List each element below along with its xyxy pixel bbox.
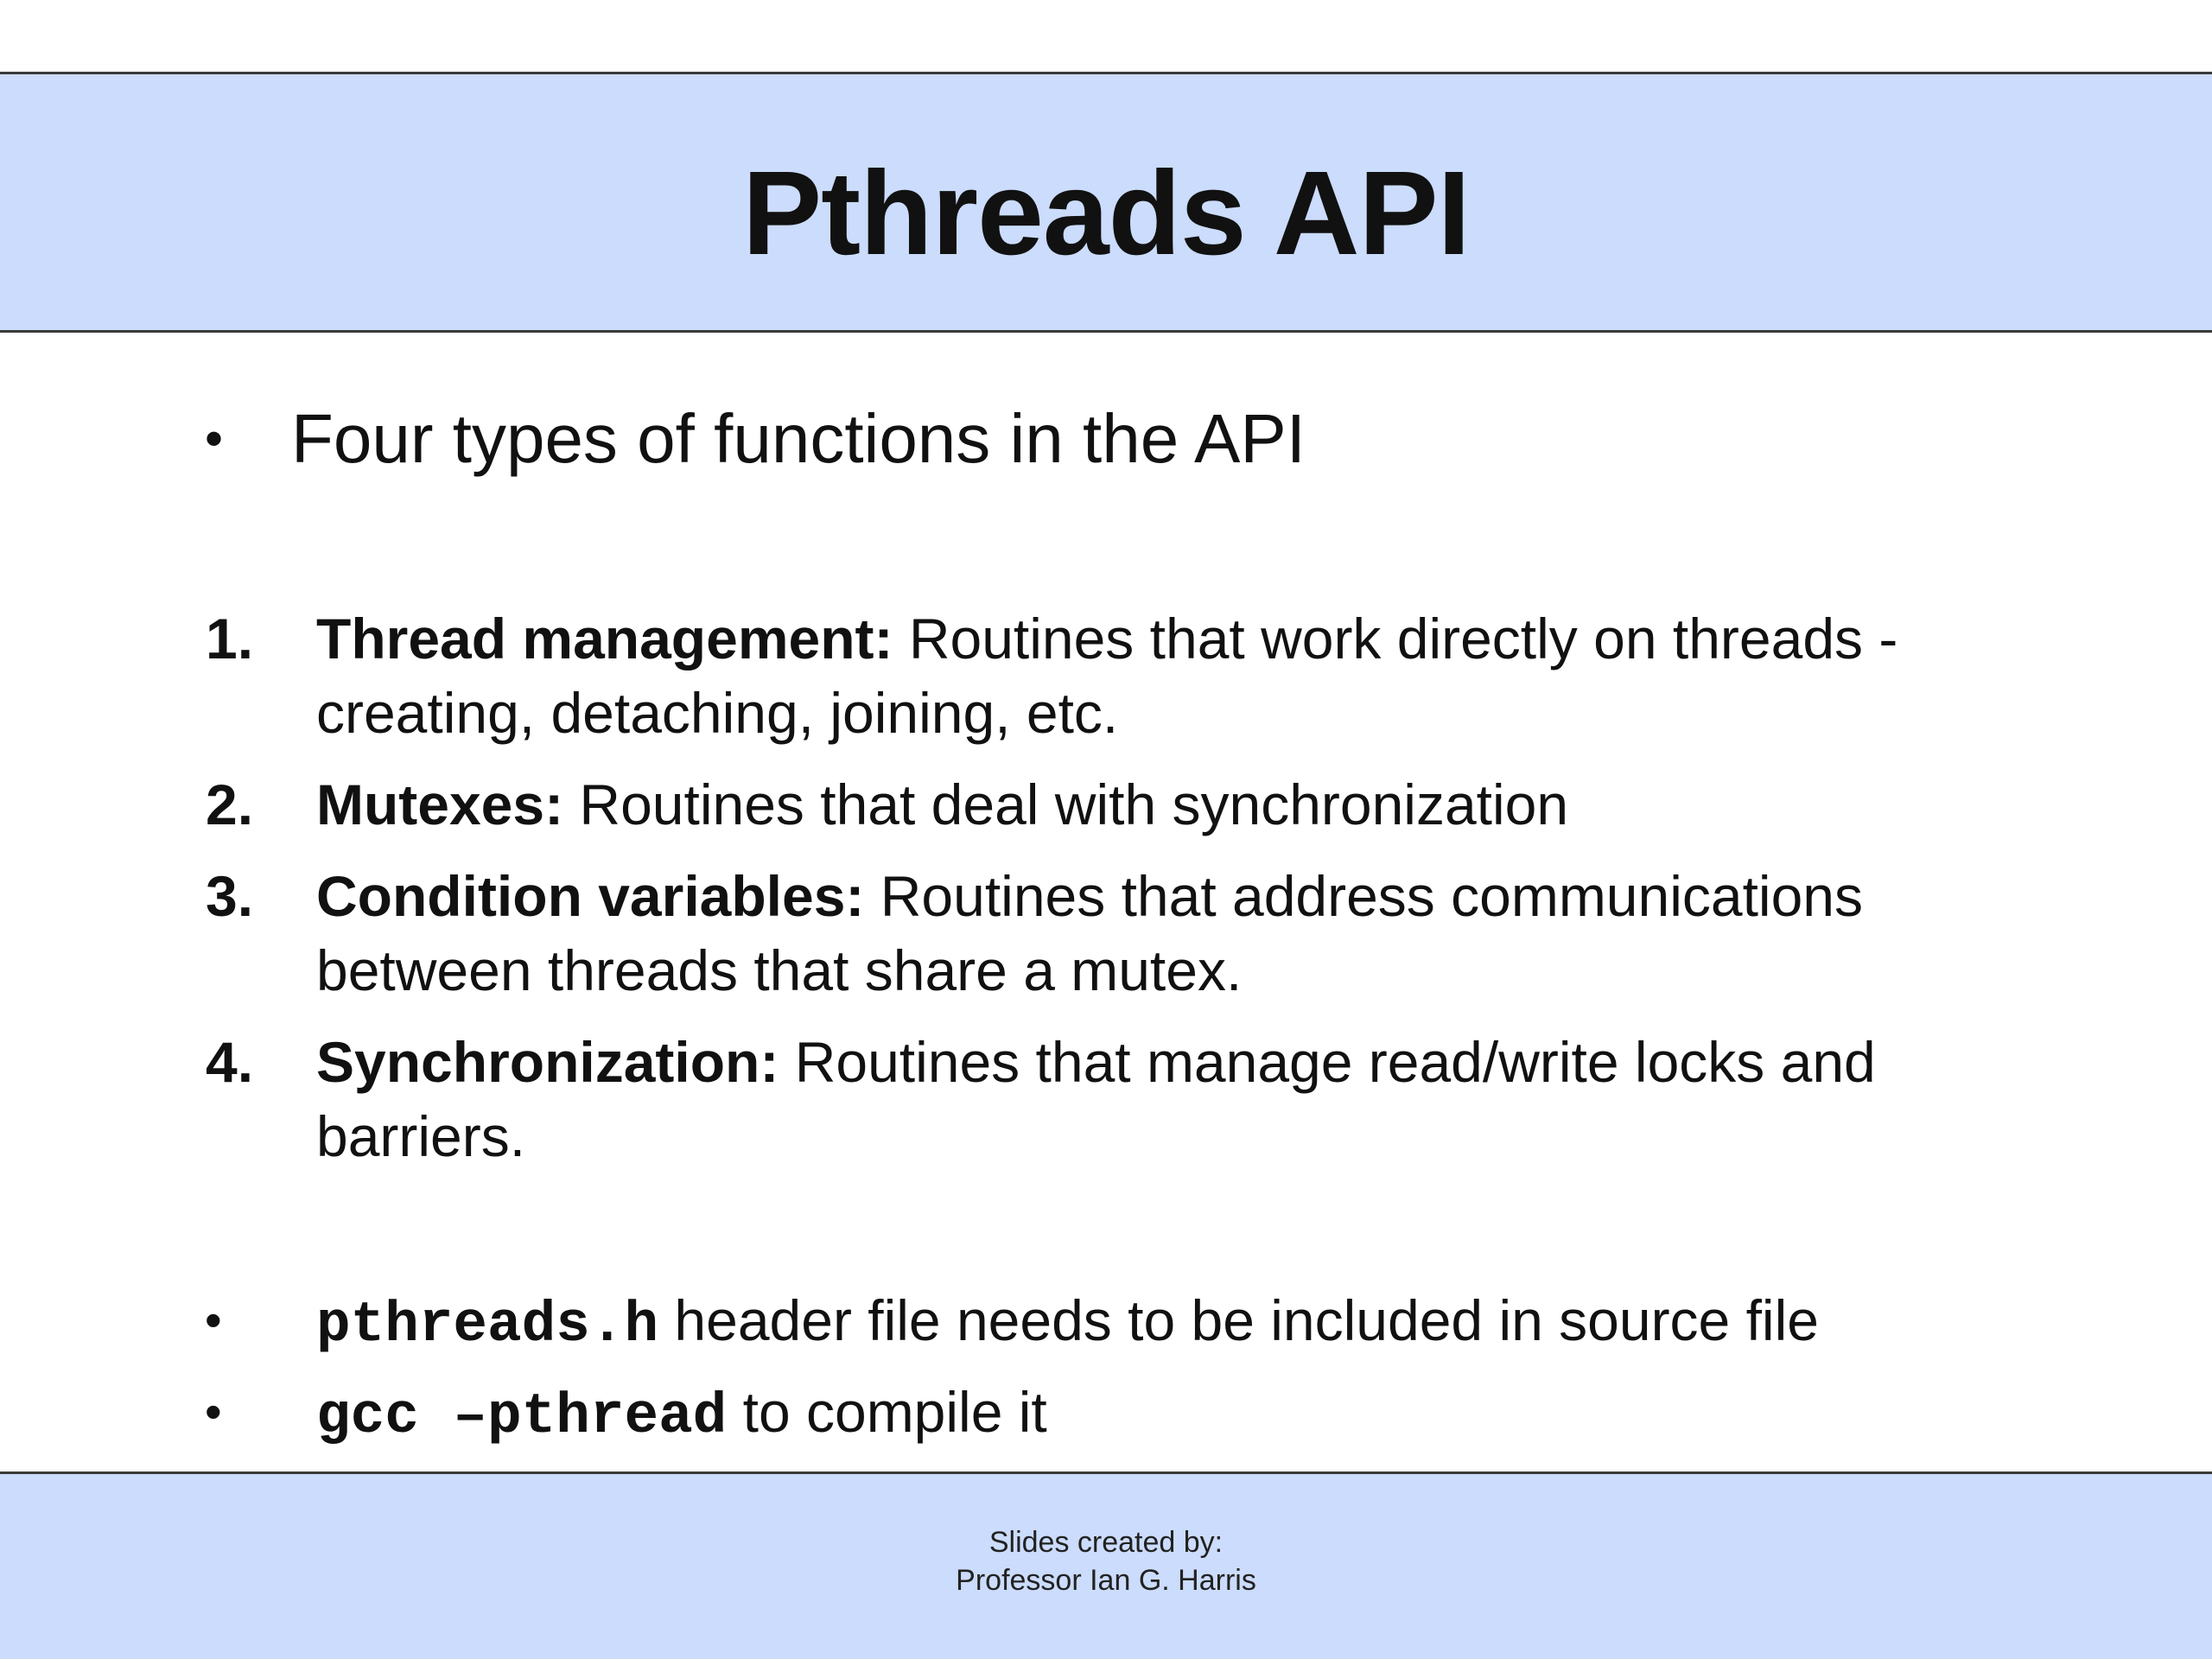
list-item-term: Thread management: <box>316 607 893 671</box>
code-snippet: gcc –pthread <box>316 1384 728 1449</box>
code-snippet: pthreads.h <box>316 1293 659 1357</box>
list-item-number: 4. <box>206 1030 254 1094</box>
list-item-text: Routines that address communications between threads that share a mutex. <box>316 864 1864 1002</box>
note-text <box>316 1375 1047 1454</box>
note-description: header file needs to be included in source file <box>658 1288 1819 1352</box>
list-item-text: Routines that manage read/write locks and barriers. <box>316 1030 1876 1168</box>
list-item-term: Mutexes: <box>316 772 564 836</box>
intro-bullet-text: Four types of functions in the API <box>291 400 1306 477</box>
list-item <box>0 859 2212 1007</box>
note-description: to compile it <box>727 1380 1047 1444</box>
list-item-number: 3. <box>206 864 254 928</box>
bullet-icon: • <box>205 1384 222 1439</box>
list-item <box>0 601 2212 750</box>
bullet-icon: • <box>205 1293 222 1347</box>
slide-title: Pthreads API <box>742 147 1470 280</box>
list-item-body <box>316 601 2062 750</box>
note-text <box>316 1283 1819 1363</box>
list-item-term: Synchronization: <box>316 1030 779 1094</box>
list-item <box>0 767 2212 842</box>
list-item-term: Condition variables: <box>316 864 865 928</box>
list-item-number: 1. <box>206 607 254 671</box>
list-item-body <box>316 767 2062 842</box>
list-item-body <box>316 859 2062 1007</box>
list-item-body <box>316 1025 2062 1173</box>
list-item-number: 2. <box>206 772 254 836</box>
list-item-text: Routines that deal with synchronization <box>563 772 1569 836</box>
footer-line-1: Slides created by: <box>988 1526 1224 1559</box>
footer-credit <box>0 1523 2212 1599</box>
list-item-text: Routines that work directly on threads - creating, detaching, joining, etc. <box>316 607 1898 745</box>
numbered-list <box>0 601 2212 1191</box>
footer-line-2: Professor Ian G. Harris <box>956 1564 1256 1597</box>
list-item <box>0 1025 2212 1173</box>
bullet-icon: • <box>205 410 224 467</box>
